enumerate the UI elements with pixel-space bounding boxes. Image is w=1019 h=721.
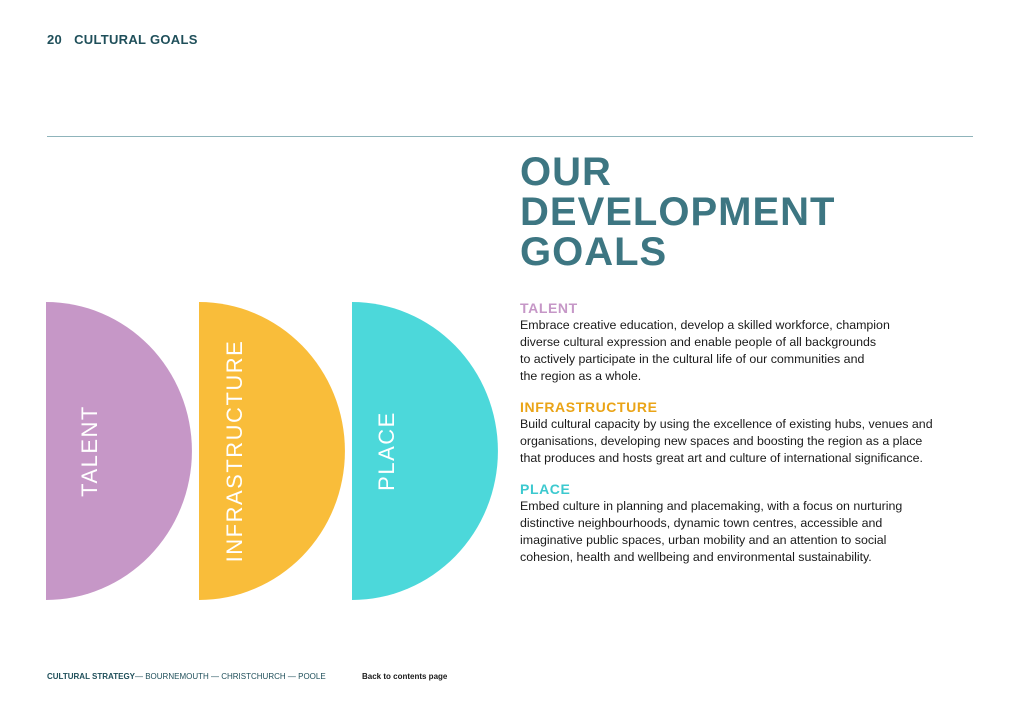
goal-line: diverse cultural expression and enable people of all backgrounds [520, 335, 877, 349]
place-semicircle [352, 302, 498, 600]
page-footer [47, 672, 326, 681]
goal-description [520, 498, 980, 566]
talent-semicircle-label: TALENT [76, 405, 102, 497]
infrastructure-semicircle [199, 302, 345, 600]
page-title [520, 152, 835, 272]
goal-description [520, 317, 980, 385]
goals-list [520, 300, 980, 580]
goal-line: that produces and hosts great art and culture of international significance. [520, 451, 923, 465]
title-line: DEVELOPMENT [520, 190, 836, 234]
goal-heading: TALENT [520, 300, 578, 316]
goal-line: the region as a whole. [520, 369, 642, 383]
infrastructure-semicircle-label: INFRASTRUCTURE [221, 339, 247, 563]
footer-strategy: CULTURAL STRATEGY [47, 672, 135, 681]
section-title: CULTURAL GOALS [74, 32, 198, 47]
talent-semicircle [46, 302, 192, 600]
goal-talent [520, 300, 980, 385]
title-line: OUR [520, 150, 612, 194]
place-semicircle-label: PLACE [373, 411, 399, 491]
goal-line: distinctive neighbourhoods, dynamic town centres, accessible and [520, 516, 883, 530]
title-line: GOALS [520, 230, 668, 274]
goal-line: to actively participate in the cultural life of our communities and [520, 352, 865, 366]
goal-line: cohesion, health and wellbeing and environmental sustainability. [520, 550, 872, 564]
back-to-contents-link[interactable]: Back to contents page [362, 672, 448, 681]
goal-infrastructure [520, 399, 980, 467]
footer-places: — BOURNEMOUTH — CHRISTCHURCH — POOLE [135, 672, 326, 681]
page-number: 20 [47, 32, 63, 47]
goal-line: Build cultural capacity by using the excellence of existing hubs, venues and [520, 417, 933, 431]
goal-line: imaginative public spaces, urban mobility and an attention to social [520, 533, 887, 547]
goal-description [520, 416, 980, 467]
goal-line: organisations, developing new spaces and boosting the region as a place [520, 434, 923, 448]
goal-heading: INFRASTRUCTURE [520, 399, 658, 415]
goal-line: Embed culture in planning and placemaking, with a focus on nurturing [520, 499, 903, 513]
goal-line: Embrace creative education, develop a skilled workforce, champion [520, 318, 890, 332]
goal-heading: PLACE [520, 481, 571, 497]
goal-place [520, 481, 980, 566]
